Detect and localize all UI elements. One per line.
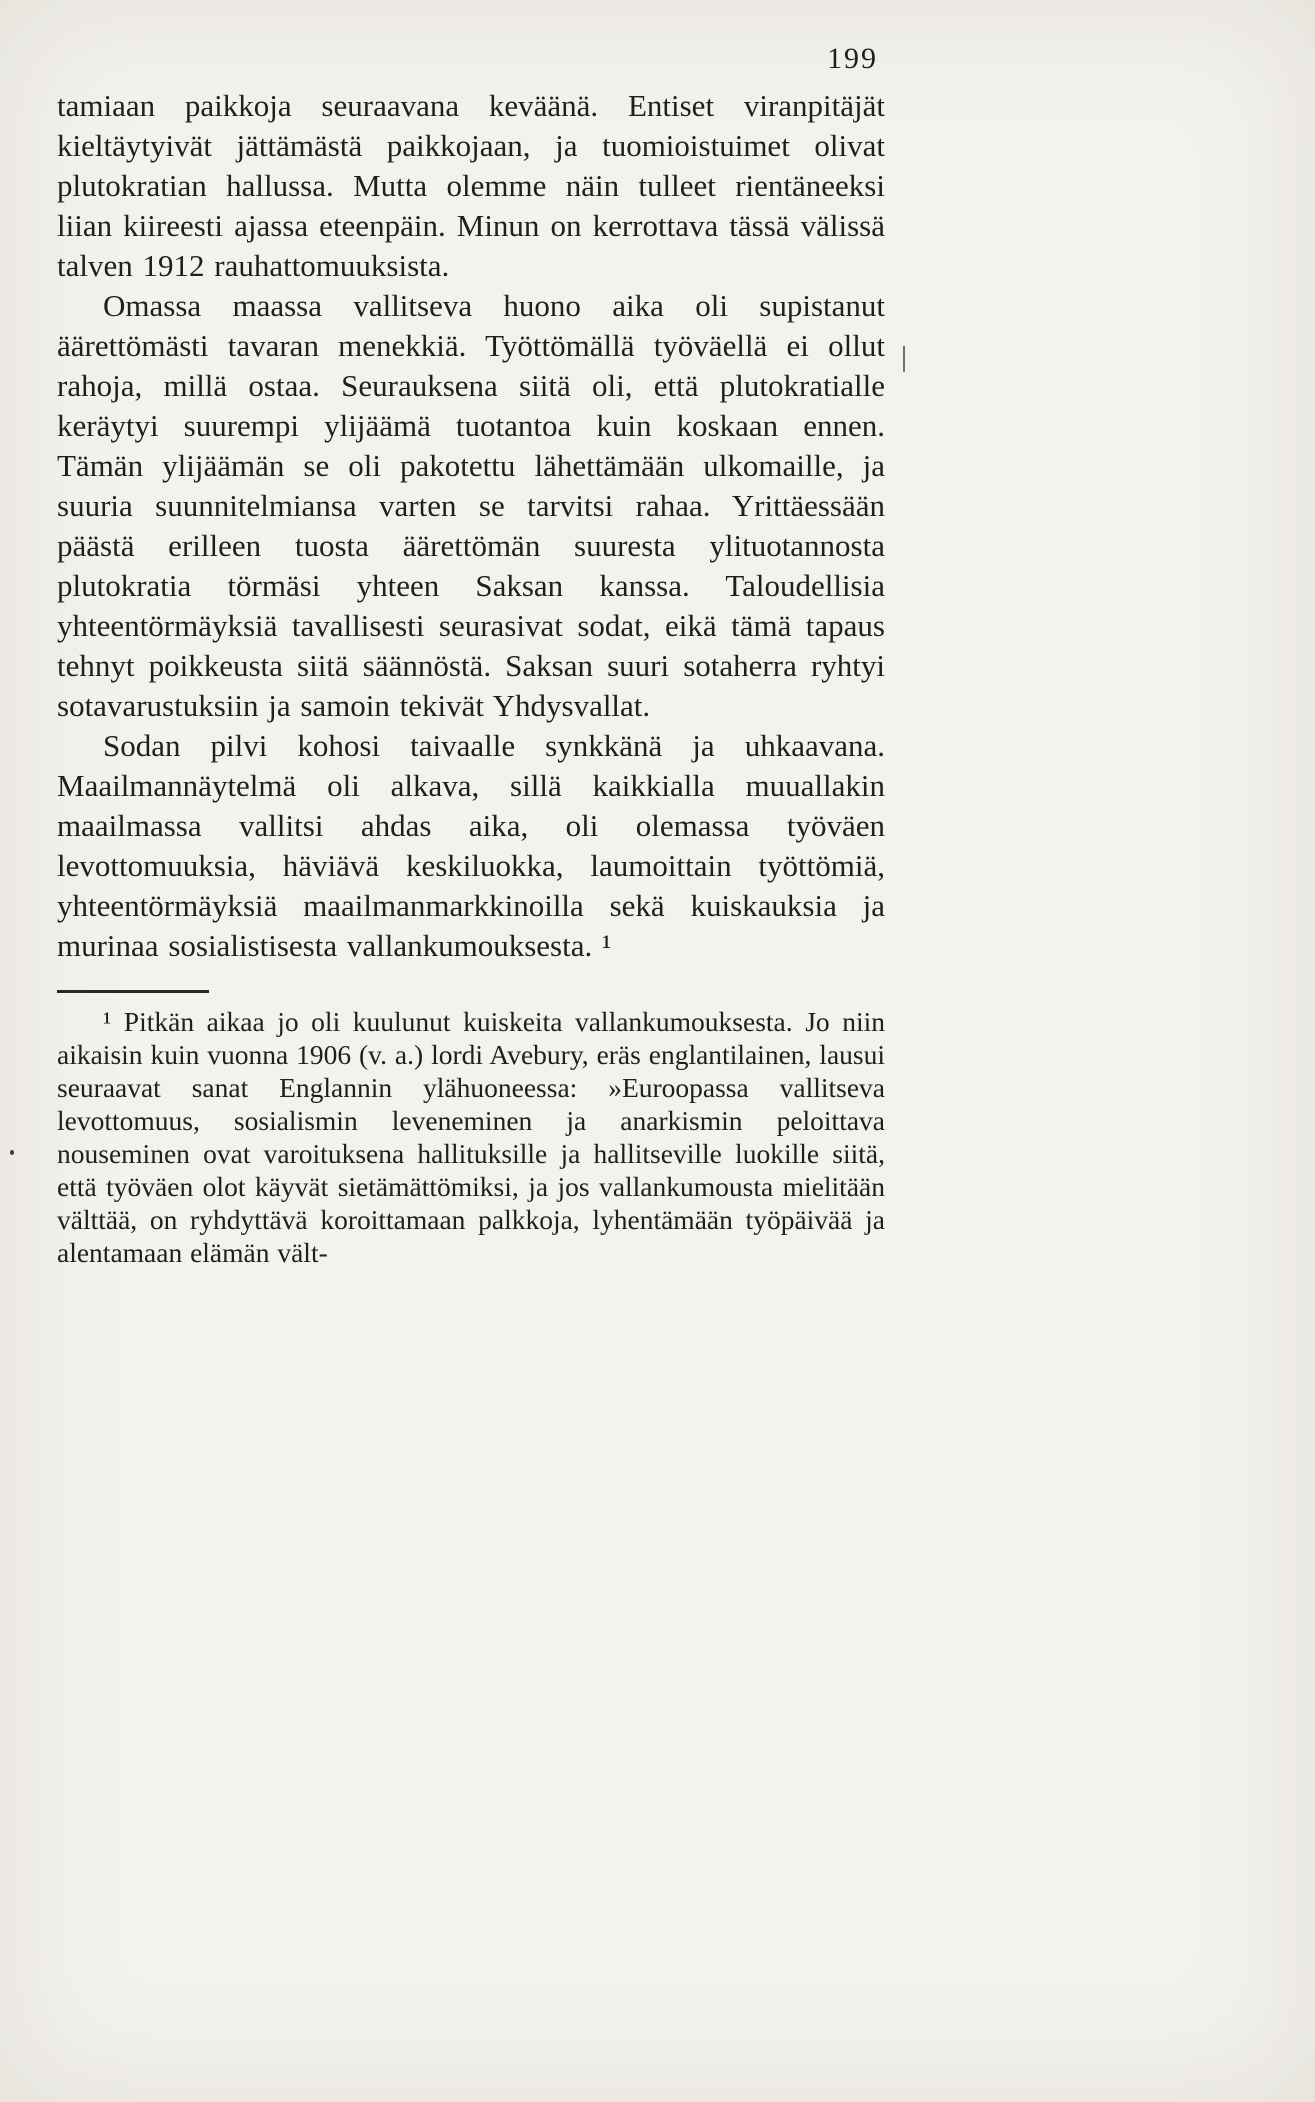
page-number: 199 <box>827 42 878 75</box>
paragraph: Omassa maassa vallitseva huono aika oli supistanut äärettömästi tavaran menekkiä. Työttömällä työväellä ei ollut rahoja, millä ostaa. Seurauksena siitä oli, että plutokratialle keräytyi suurempi ylijäämä tuotantoa kuin koskaan ennen. Tämän ylijäämän se oli pakotettu lähettämään ulkomaille, ja suuria suunnitelmiansa varten se tarvitsi rahaa. Yrittäessään päästä erilleen tuosta äärettömän suuresta ylituotannosta plutokratia törmäsi yhteen Saksan kanssa. Taloudellisia yhteentörmäyksiä tavallisesti seurasivat sodat, eikä tämä tapaus tehnyt poikkeusta siitä säännöstä. Saksan suuri sotaherra ryhtyi sotavarustuksiin ja samoin tekivät Yhdysvallat. <box>57 288 885 723</box>
text-block <box>57 86 885 1269</box>
footnote-separator-rule <box>57 990 209 993</box>
paragraph-continuation: tamiaan paikkoja seuraavana keväänä. Entiset viranpitäjät kieltäytyivät jättämästä paikkojaan, ja tuomioistuimet olivat plutokratian hallussa. Mutta olemme näin tulleet rientäneeksi liian kiireesti ajassa eteenpäin. Minun on kerrottava tässä välissä talven 1912 rauhattomuuksista. <box>57 88 885 283</box>
paragraph: Sodan pilvi kohosi taivaalle synkkänä ja uhkaavana. Maailmannäytelmä oli alkava, sillä kaikkialla muuallakin maailmassa vallitsi ahdas aika, oli olemassa työväen levottomuuksia, häviävä keskiluokka, laumoittain työttömiä, yhteentörmäyksiä maailmanmarkkinoilla sekä kuiskauksia ja murinaa sosialistisesta vallankumouksesta. ¹ <box>57 728 885 963</box>
scan-artifact-mark <box>903 346 905 372</box>
scan-artifact-dot <box>10 1150 14 1155</box>
footnote-text: ¹ Pitkän aikaa jo oli kuulunut kuiskeita vallankumouksesta. Jo niin aikaisin kuin vuonna 1906 (v. a.) lordi Avebury, eräs englantilainen, lausui seuraavat sanat Englannin ylähuoneessa: »Euroopassa vallitseva levottomuus, sosialismin leveneminen ja anarkismin peloittava nouseminen ovat varoituksena hallituksille ja hallitseville luokille siitä, että työväen olot käyvät sietämättömiksi, ja jos vallankumousta mielitään välttää, on ryhdyttävä koroittamaan palkkoja, lyhentämään työpäivää ja alentamaan elämän vält- <box>57 1006 885 1268</box>
